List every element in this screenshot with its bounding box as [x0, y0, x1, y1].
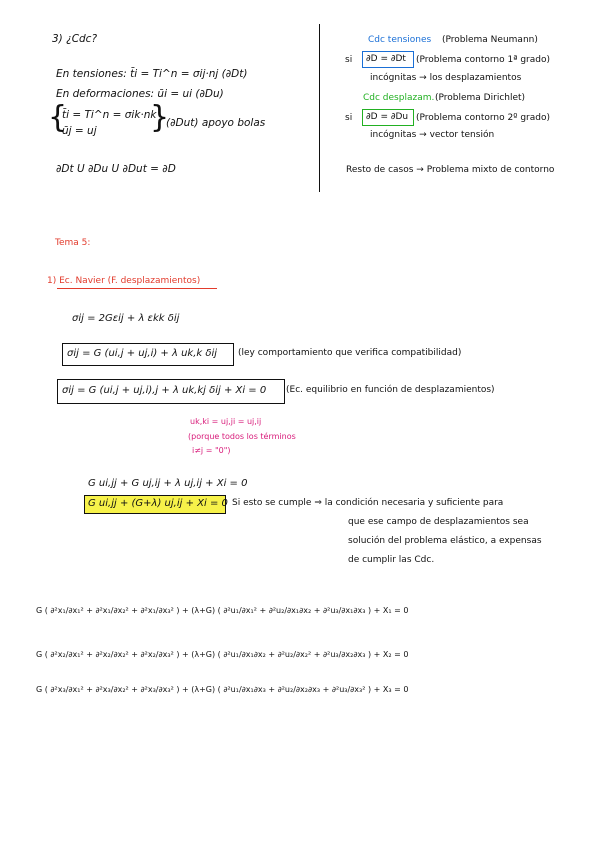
- pink-identity: uk,ki = uj,ji = uj,ij: [190, 417, 262, 426]
- navier-x2: G ( ∂²x₂/∂x₁² + ∂²x₂/∂x₂² + ∂²x₂/∂x₃² ) + (λ+G) ( ∂²u₁/∂x₁∂x₂ + ∂²u₂/∂x₂² + ∂²u₃/∂x₂∂x₃ ) + X₂ = 0: [36, 650, 409, 659]
- equilibrium-equation: σij = G (ui,j + uj,i),j + λ uk,kj δij + Xi = 0: [62, 385, 267, 396]
- equilibrium-note: (Ec. equilibrio en función de desplazamientos): [286, 385, 495, 395]
- si-label-1: si: [345, 55, 353, 65]
- neumann-note: (Problema Neumann): [442, 35, 538, 45]
- left-brace: {: [48, 100, 68, 135]
- dt-equation: ∂D = ∂Dt: [366, 54, 406, 64]
- tema-title: Tema 5:: [55, 238, 91, 248]
- vertical-divider: [319, 24, 320, 192]
- tensions-line: En tensiones: t̄i = Ti^n = σij·nj (∂Dt): [56, 68, 248, 80]
- condition-line-2: que ese campo de desplazamientos sea: [348, 517, 529, 527]
- mixed-tension: t̄i = Ti^n = σik·nk: [62, 109, 157, 121]
- boundary-union: ∂Dt U ∂Du U ∂Dut = ∂D: [56, 163, 176, 175]
- navier-equation: G ui,jj + (G+λ) uj,ij + Xi = 0: [88, 498, 228, 509]
- pink-reason-2: i≠j = "0"): [192, 446, 231, 455]
- si-label-2: si: [345, 113, 353, 123]
- dirichlet-note: (Problema Dirichlet): [435, 93, 526, 103]
- pink-reason-1: (porque todos los términos: [188, 432, 296, 441]
- right-brace: }: [150, 100, 170, 135]
- expanded-equation: G ui,jj + G uj,ij + λ uj,ij + Xi = 0: [88, 478, 248, 489]
- condition-line-4: de cumplir las Cdc.: [348, 555, 435, 565]
- constitutive-equation: σij = G (ui,j + uj,i) + λ uk,k δij: [67, 348, 218, 359]
- cdc-displacements-heading: Cdc desplazam.: [363, 93, 435, 103]
- navier-section-title: 1) Ec. Navier (F. desplazamientos): [47, 276, 201, 286]
- hooke-equation: σij = 2Gεij + λ εkk δij: [72, 313, 180, 324]
- deformations-line: En deformaciones: ūi = ui (∂Du): [56, 88, 224, 100]
- condition-line-1: Si esto se cumple ⇒ la condición necesaria y suficiente para: [232, 498, 504, 508]
- cdc-tensions-heading: Cdc tensiones: [368, 35, 432, 45]
- unknowns-displacements: incógnitas → los desplazamientos: [370, 73, 522, 83]
- condition-line-3: solución del problema elástico, a expensas: [348, 536, 542, 546]
- unknowns-tension: incógnitas → vector tensión: [370, 130, 495, 140]
- mixed-displacement: ūj = uj: [62, 125, 97, 137]
- navier-x3: G ( ∂²x₃/∂x₁² + ∂²x₃/∂x₂² + ∂²x₃/∂x₃² ) + (λ+G) ( ∂²u₁/∂x₁∂x₃ + ∂²u₂/∂x₂∂x₃ + ∂²u₃/∂x₃² ) + X₃ = 0: [36, 685, 409, 694]
- mixed-note: (∂Dut) apoyo bolas: [166, 117, 266, 129]
- section-underline: [57, 288, 217, 289]
- du-equation: ∂D = ∂Du: [366, 112, 409, 122]
- mixed-problem-line: Resto de casos → Problema mixto de contorno: [346, 165, 555, 175]
- navier-x1: G ( ∂²x₁/∂x₁² + ∂²x₁/∂x₂² + ∂²x₁/∂x₃² ) + (λ+G) ( ∂²u₁/∂x₁² + ∂²u₂/∂x₁∂x₂ + ∂²u₃/∂x₁∂x₃ ) + X₁ = 0: [36, 606, 409, 615]
- first-degree-note: (Problema contorno 1ª grado): [416, 55, 550, 65]
- second-degree-note: (Problema contorno 2º grado): [416, 113, 550, 123]
- question-cdc: 3) ¿Cdc?: [52, 33, 98, 45]
- constitutive-note: (ley comportamiento que verifica compatibilidad): [238, 348, 462, 358]
